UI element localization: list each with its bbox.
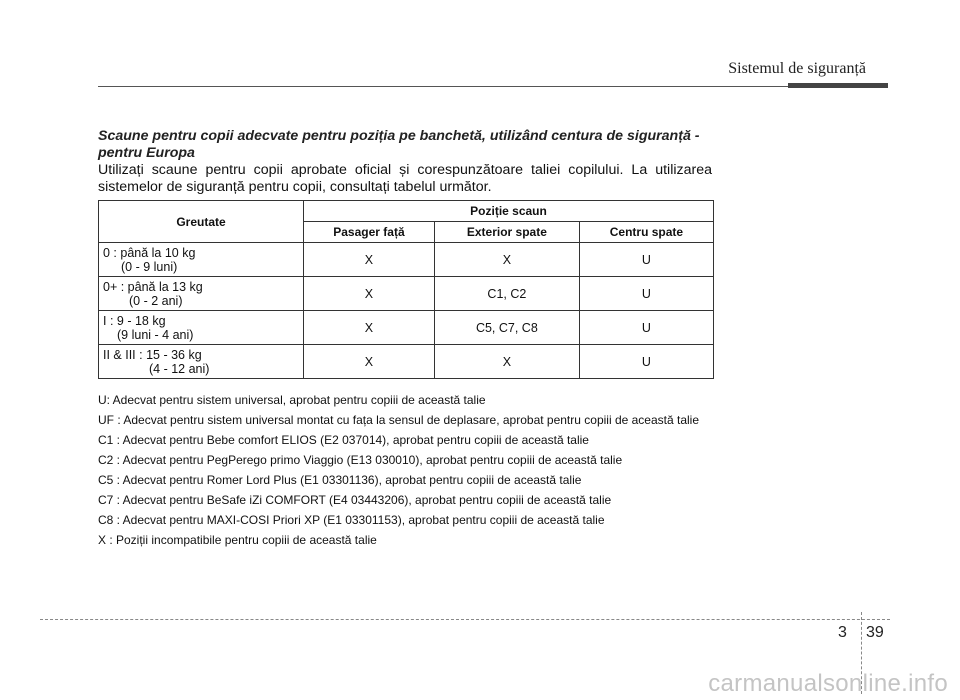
value-rear-center: U (579, 243, 713, 277)
age-range: (0 - 9 luni) (121, 259, 178, 274)
weight-cell (99, 345, 304, 379)
table-row (99, 311, 714, 345)
value-front-passenger: X (304, 243, 435, 277)
chapter-title: Sistemul de siguranță (728, 60, 866, 77)
legend-item: C7 : Adecvat pentru BeSafe iZi COMFORT (E4 03443206), aprobat pentru copiii de această talie (98, 493, 612, 507)
legend-item: UF : Adecvat pentru sistem universal montat cu fața la sensul de deplasare, aprobat pentru copiii de această talie (98, 413, 700, 427)
legend-item: U: Adecvat pentru sistem universal, aprobat pentru copiii de această talie (98, 393, 486, 407)
value-rear-outboard: C5, C7, C8 (434, 311, 579, 345)
value-rear-center: U (579, 311, 713, 345)
weight-range: II & III : 15 - 36 kg (103, 347, 202, 362)
legend-list (98, 393, 718, 553)
weight-range: 0 : până la 10 kg (103, 245, 196, 260)
seat-position-table (98, 200, 714, 379)
weight-header: Greutate (99, 201, 304, 243)
watermark: carmanualsonline.info (708, 670, 948, 697)
value-rear-outboard: X (434, 345, 579, 379)
value-front-passenger: X (304, 345, 435, 379)
seat-position-header: Poziție scaun (304, 201, 714, 222)
value-rear-center: U (579, 277, 713, 311)
weight-cell (99, 311, 304, 345)
weight-cell (99, 243, 304, 277)
value-rear-center: U (579, 345, 713, 379)
value-front-passenger: X (304, 277, 435, 311)
footer-divider (40, 619, 890, 620)
legend-item: C5 : Adecvat pentru Romer Lord Plus (E1 03301136), aprobat pentru copiii de această talie (98, 473, 582, 487)
table-row (99, 345, 714, 379)
section-title: Scaune pentru copii adecvate pentru poziția pe banchetă, utilizând centura de siguranță - pentru Europa (98, 128, 700, 161)
intro-paragraph: Utilizați scaune pentru copii aprobate oficial și corespunzătoare taliei copilului. La utilizarea sistemelor de siguranță pentru copii, consultați tabelul următor. (98, 162, 712, 195)
value-front-passenger: X (304, 311, 435, 345)
weight-range: 0+ : până la 13 kg (103, 279, 203, 294)
legend-item: X : Poziții incompatibile pentru copiii de această talie (98, 533, 377, 547)
legend-item: C1 : Adecvat pentru Bebe comfort ELIOS (E2 037014), aprobat pentru copiii de această talie (98, 433, 589, 447)
age-range: (0 - 2 ani) (129, 293, 183, 308)
weight-range: I : 9 - 18 kg (103, 313, 166, 328)
age-range: (4 - 12 ani) (149, 361, 210, 376)
column-rear-center: Centru spate (579, 222, 713, 243)
header-rule (98, 86, 788, 87)
value-rear-outboard: X (434, 243, 579, 277)
weight-cell (99, 277, 304, 311)
column-rear-outboard: Exterior spate (434, 222, 579, 243)
chapter-number: 3 (838, 624, 847, 641)
legend-item: C8 : Adecvat pentru MAXI-COSI Priori XP (E1 03301153), aprobat pentru copiii de această talie (98, 513, 605, 527)
table-row (99, 277, 714, 311)
age-range: (9 luni - 4 ani) (117, 327, 194, 342)
header-rule-bar (788, 83, 888, 88)
page-number: 39 (866, 624, 884, 641)
value-rear-outboard: C1, C2 (434, 277, 579, 311)
table-row (99, 243, 714, 277)
column-front-passenger: Pasager față (304, 222, 435, 243)
legend-item: C2 : Adecvat pentru PegPerego primo Viaggio (E13 030010), aprobat pentru copiii de această talie (98, 453, 623, 467)
